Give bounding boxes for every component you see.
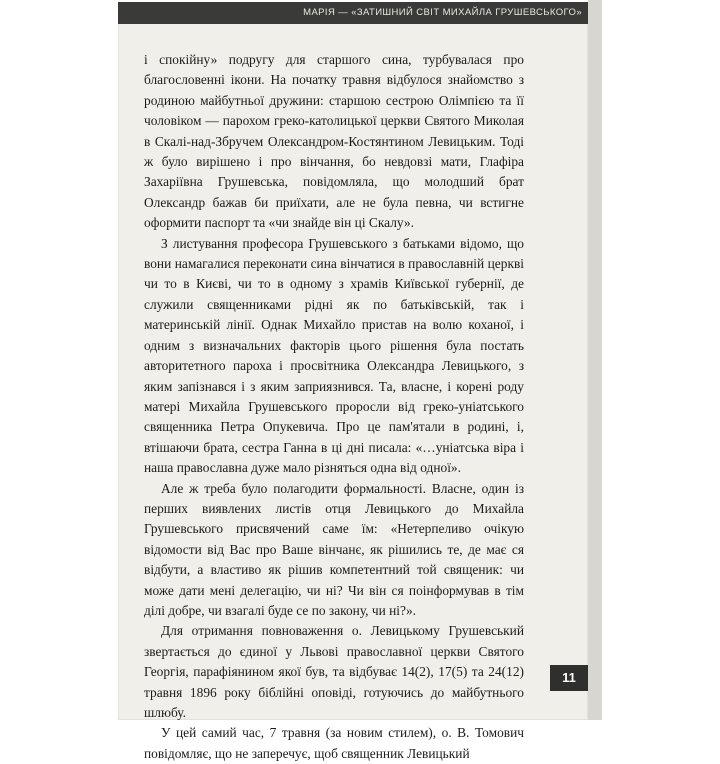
running-header [118,2,588,24]
page-number: 11 [550,665,588,691]
running-title: МАРІЯ — «ЗАТИШНИЙ СВІТ МИХАЙЛА ГРУШЕВСЬКОГО» [303,7,582,18]
body-text [144,50,524,764]
book-page [118,2,588,761]
paragraph: і спокійну» подругу для старшого сина, турбувалася про благословенні ікони. На початку травня відбулося знайомство з родиною майбутньої дружини: старшою сестрою Олімпією та її чоловіком — парохом греко-католицької церкви Святого Миколая в Скалі-над-Збручем Олександром-Костянтином Левицьким. Тоді ж було вирішено і про вінчання, бо невдовзі мати, Глафіра Захаріївна Грушевська, повідомляла, що молодший брат Олександр бажав би приїхати, але не була певна, чи встигне оформити паспорт та «чи знайде він ці Скалу». [144,52,524,231]
paragraph: Для отримання повноваження о. Левицькому Грушевський звертається до єдиної у Львові православної церкви Святого Георгія, парафіянином якої був, та відбуває 14(2), 17(5) та 24(12) травня 1896 року біблійні оповіді, готуючись до майбутнього шлюбу. [144,623,524,720]
paragraph: Але ж треба було полагодити формальності. Власне, один із перших виявлених листів отця Левицького до Михайла Грушевського присвячений саме їм: «Нетерпеливо очікую відомости від Вас про Ваше вінчанє, як рішились те, де має ся відбути, а властиво як рішив компетентний той священик: чи може дати мені делегацію, чи ні? Чи він ся поінформував в тім ділі добре, чи взагалі буде се по закону, чи ні?». [144,480,524,618]
paragraph: У цей самий час, 7 травня (за новим стилем), о. В. Томович повідомляє, що не заперечує, щоб священник Левицький [144,725,524,761]
paragraph: З листування професора Грушевського з батьками відомо, що вони намагалися переконати сина вінчатися в православній церкві чи то в Києві, чи то в одному з храмів Київської губернії, де служили священниками рідні як по батьківській, так і материнській лінії. Однак Михайло пристав на волю коханої, і одним з визначальних факторів цього рішення була постать авторитетного пароха і просвітника Олександра Левицького, з яким запізнався і з яким заприязнився. Та, власне, і корені роду матері Михайла Грушевського проросли від греко-уніатського священника Петра Опукевича. Про це пам'ятали в родині, і, втішаючи брата, сестра Ганна в ці дні писала: «…уніатська віра і наша православна дуже мало різняться одна від одної». [144,235,524,476]
page-edge-shadow [588,0,602,720]
